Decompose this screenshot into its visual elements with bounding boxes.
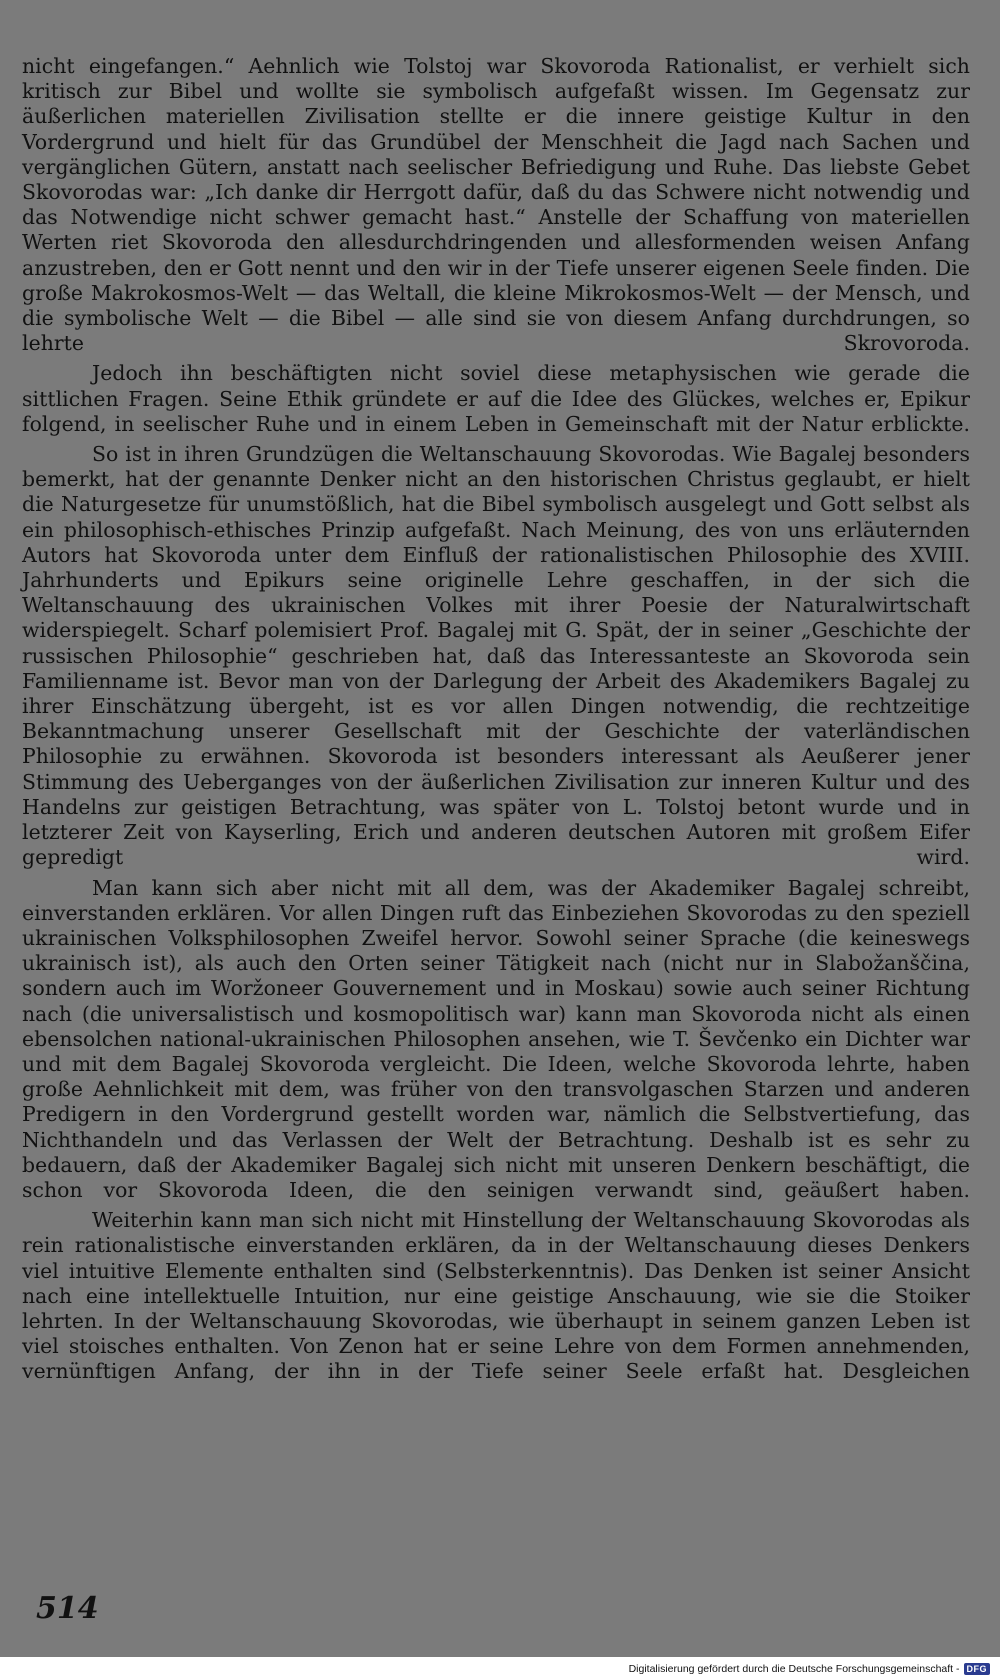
paragraph-3: So ist in ihren Grundzügen die Weltanschauung Skovorodas. Wie Bagalej besonders bemerkt, hat der genannte Denker nicht an den historischen Christus geglaubt, er hielt die Naturgesetze für unumstößlich, hat die Bibel symbolisch ausgelegt und Gott selbst als ein philosophisch-ethisches Prinzip aufgefaßt. Nach Meinung, des von uns erläuternden Autors hat Skovoroda unter dem Einfluß der rationalistischen Philosophie des XVIII. Jahrhunderts und Epikurs seine originelle Lehre geschaffen, in der sich die Weltanschauung des ukrainischen Volkes mit ihrer Poesie der Naturalwirtschaft widerspiegelt. Scharf polemisiert Prof. Bagalej mit G. Spät, der in seiner „Geschichte der russischen Philosophie“ geschrieben hat, daß das Interessanteste an Skovoroda sein Familienname ist. Bevor man von der Darlegung der Arbeit des Akademikers Bagalej zu ihrer Einschätzung übergeht, ist es vor allen Dingen notwendig, die rechtzeitige Bekanntmachung unserer Gesellschaft mit der Geschichte der vaterländischen Philosophie zu erwähnen. Skovoroda ist besonders interessant als Aeußerer jener Stimmung des Ueberganges von der äußerlichen Zivilisation zur inneren Kultur und des Handelns zur geistigen Betrachtung, was später von L. Tolstoj betont wurde und in letzterer Zeit von Kayserling, Erich und anderen deutschen Autoren mit großem Eifer gepredigt wird. (22, 442, 970, 870)
paragraph-5: Weiterhin kann man sich nicht mit Hinstellung der Weltanschauung Skovorodas als rein rationalistische einverstanden erklären, da in der Weltanschauung dieses Denkers viel intuitive Elemente enthalten sind (Selbsterkenntnis). Das Denken ist seiner Ansicht nach eine intellektuelle Intuition, nur eine geistige Anschauung, wie sie die Stoiker lehrten. In der Weltanschauung Skovorodas, wie überhaupt in seinem ganzen Leben ist viel stoisches enthalten. Von Zenon hat er seine Lehre von dem Formen annehmenden, vernünftigen Anfang, der ihn in der Tiefe seiner Seele erfaßt hat. Desgleichen (22, 1208, 970, 1384)
digitization-footer (629, 1660, 990, 1678)
footer-text: Digitalisierung gefördert durch die Deutsche Forschungsgemeinschaft - (628, 1663, 960, 1675)
page-number: 514 (36, 1591, 99, 1626)
dfg-logo-icon: DFG (964, 1663, 991, 1675)
paragraph-2: Jedoch ihn beschäftigten nicht soviel diese metaphysischen wie gerade die sittlichen Fragen. Seine Ethik gründete er auf die Idee des Glückes, welches er, Epikur folgend, in seelischer Ruhe und in einem Leben in Gemeinschaft mit der Natur erblickte. (22, 361, 970, 436)
document-page (22, 54, 970, 1385)
paragraph-4: Man kann sich aber nicht mit all dem, was der Akademiker Bagalej schreibt, einverstanden erklären. Vor allen Dingen ruft das Einbeziehen Skovorodas zu den speziell ukrainischen Volksphilosophen Zweifel hervor. Sowohl seiner Sprache (die keineswegs ukrainisch ist), als auch den Orten seiner Tätigkeit nach (nicht nur in Slabožanščina, sondern auch im Woržoneer Gouvernement und in Moskau) sowie auch seiner Richtung nach (die universalistisch und kosmopolitisch war) kann man Skovoroda nicht als einen ebensolchen national-ukrainischen Philosophen ansehen, wie T. Ševčenko ein Dichter war und mit dem Bagalej Skovoroda vergleicht. Die Ideen, welche Skovoroda lehrte, haben große Aehnlichkeit mit dem, was früher von den transvolgaschen Starzen und anderen Predigern in den Vordergrund gestellt worden war, nämlich die Selbstvertiefung, das Nichthandeln und das Verlassen der Welt der Betrachtung. Deshalb ist es sehr zu bedauern, daß der Akademiker Bagalej sich nicht mit unseren Denkern beschäftigt, die schon vor Skovoroda Ideen, die den seinigen verwandt sind, geäußert haben. (22, 875, 970, 1202)
paragraph-1: nicht eingefangen.“ Aehnlich wie Tolstoj war Skovoroda Rationalist, er verhielt sich kritisch zur Bibel und wollte sie symbolisch aufgefaßt wissen. Im Gegensatz zur äußerlichen materiellen Zivilisation stellte er die innere geistige Kultur in den Vordergrund und hielt für das Grundübel der Menschheit die Jagd nach Sachen und vergänglichen Gütern, anstatt nach seelischer Befriedigung und Ruhe. Das liebste Gebet Skovorodas war: „Ich danke dir Herrgott dafür, daß du das Schwere nicht notwendig und das Notwendige nicht schwer gemacht hast.“ Anstelle der Schaffung von materiellen Werten riet Skovoroda den allesdurchdringenden und allesformenden weisen Anfang anzustreben, den er Gott nennt und den wir in der Tiefe unserer eigenen Seele finden. Die große Makrokosmos-Welt — das Weltall, die kleine Mikrokosmos-Welt — der Mensch, und die symbolische Welt — die Bibel — alle sind sie von diesem Anfang durchdrungen, so lehrte Skrovoroda. (22, 54, 970, 356)
